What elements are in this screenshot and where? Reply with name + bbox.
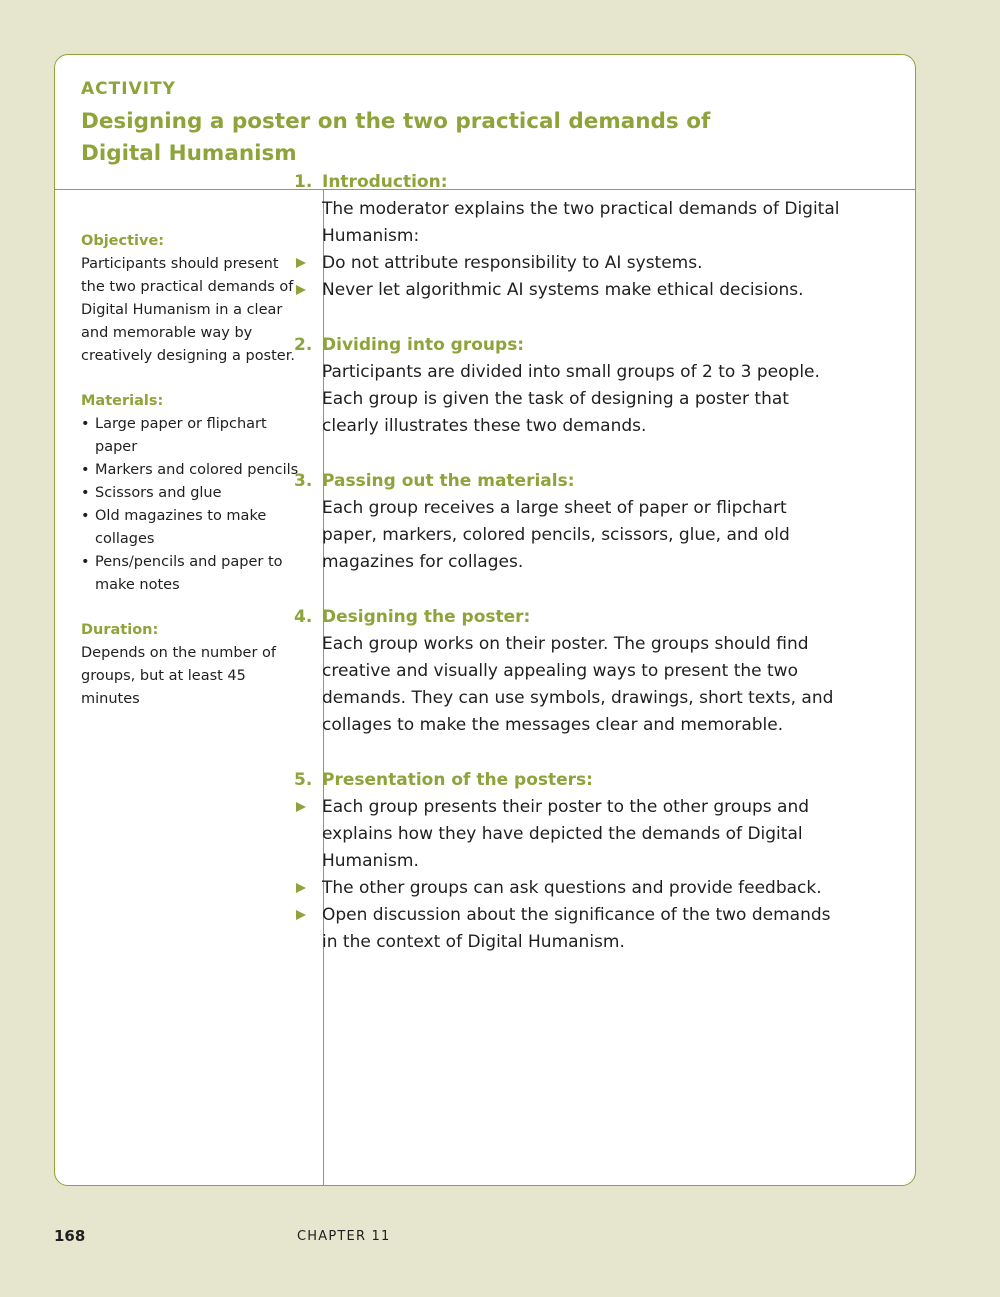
objective-text: Participants should present the two practical demands of Digital Humanism in a clear and memorable way by creatively designing a poster. (81, 256, 295, 364)
objective-heading: Objective: (81, 233, 165, 249)
triangle-bullet-icon (296, 258, 306, 268)
step-heading: Presentation of the posters: (322, 770, 593, 790)
objective-section (81, 230, 303, 368)
bullet-dot-icon: • (81, 416, 90, 432)
triangle-bullet-icon (296, 802, 306, 812)
step-heading: Designing the poster: (322, 607, 531, 627)
triangle-bullet-icon (296, 285, 306, 295)
step-heading: Passing out the materials: (322, 471, 575, 491)
step-introduction (294, 169, 844, 304)
duration-text: Depends on the number of groups, but at least 45 minutes (81, 645, 277, 707)
triangle-bullet-icon (296, 910, 306, 920)
step-number: 4. (294, 607, 313, 627)
step-bullets (294, 794, 844, 956)
step-text: The moderator explains the two practical demands of Digital Humanism: (322, 199, 840, 246)
duration-section (81, 619, 303, 711)
step-number: 2. (294, 335, 313, 355)
bullet-dot-icon: • (81, 508, 90, 524)
step-text: Each group receives a large sheet of paper or flipchart paper, markers, colored pencils, scissors, glue, and old magazines for collages. (322, 498, 790, 572)
step-bullets (294, 250, 844, 304)
list-item: Never let algorithmic AI systems make ethical decisions. (294, 277, 844, 304)
sidebar (55, 190, 324, 1185)
list-item: • Pens/pencils and paper to make notes (81, 551, 303, 597)
list-item: Open discussion about the significance of the two demands in the context of Digital Humanism. (294, 902, 844, 956)
list-item: Each group presents their poster to the other groups and explains how they have depicted the demands of Digital Humanism. (294, 794, 844, 875)
step-designing-poster (294, 604, 844, 739)
list-item: Do not attribute responsibility to AI systems. (294, 250, 844, 277)
bullet-dot-icon: • (81, 462, 90, 478)
page-number: 168 (54, 1227, 86, 1245)
step-passing-materials (294, 468, 844, 576)
steps-column (294, 169, 844, 984)
materials-list (81, 413, 303, 597)
materials-section (81, 390, 303, 597)
list-item: • Large paper or flipchart paper (81, 413, 303, 459)
step-presentation (294, 767, 844, 956)
chapter-label: CHAPTER 11 (297, 1229, 391, 1244)
step-heading: Introduction: (322, 172, 448, 192)
step-heading: Dividing into groups: (322, 335, 525, 355)
step-text: Participants are divided into small groups of 2 to 3 people. Each group is given the task of designing a poster that clearly illustrates these two demands. (322, 362, 820, 436)
list-item: The other groups can ask questions and provide feedback. (294, 875, 844, 902)
bullet-dot-icon: • (81, 554, 90, 570)
step-dividing-groups (294, 332, 844, 440)
step-number: 3. (294, 471, 313, 491)
list-item: • Scissors and glue (81, 482, 303, 505)
step-text: Each group works on their poster. The groups should find creative and visually appealing ways to present the two demands. They can use symbols, drawings, short texts, and collages to make the messages clear and memorable. (322, 634, 834, 735)
step-number: 5. (294, 770, 313, 790)
triangle-bullet-icon (296, 883, 306, 893)
bullet-dot-icon: • (81, 485, 90, 501)
duration-heading: Duration: (81, 622, 159, 638)
list-item: • Markers and colored pencils (81, 459, 303, 482)
activity-label: ACTIVITY (81, 79, 176, 99)
activity-title: Designing a poster on the two practical demands of Digital Humanism (81, 109, 711, 166)
materials-heading: Materials: (81, 393, 164, 409)
step-number: 1. (294, 172, 313, 192)
list-item: • Old magazines to make collages (81, 505, 303, 551)
